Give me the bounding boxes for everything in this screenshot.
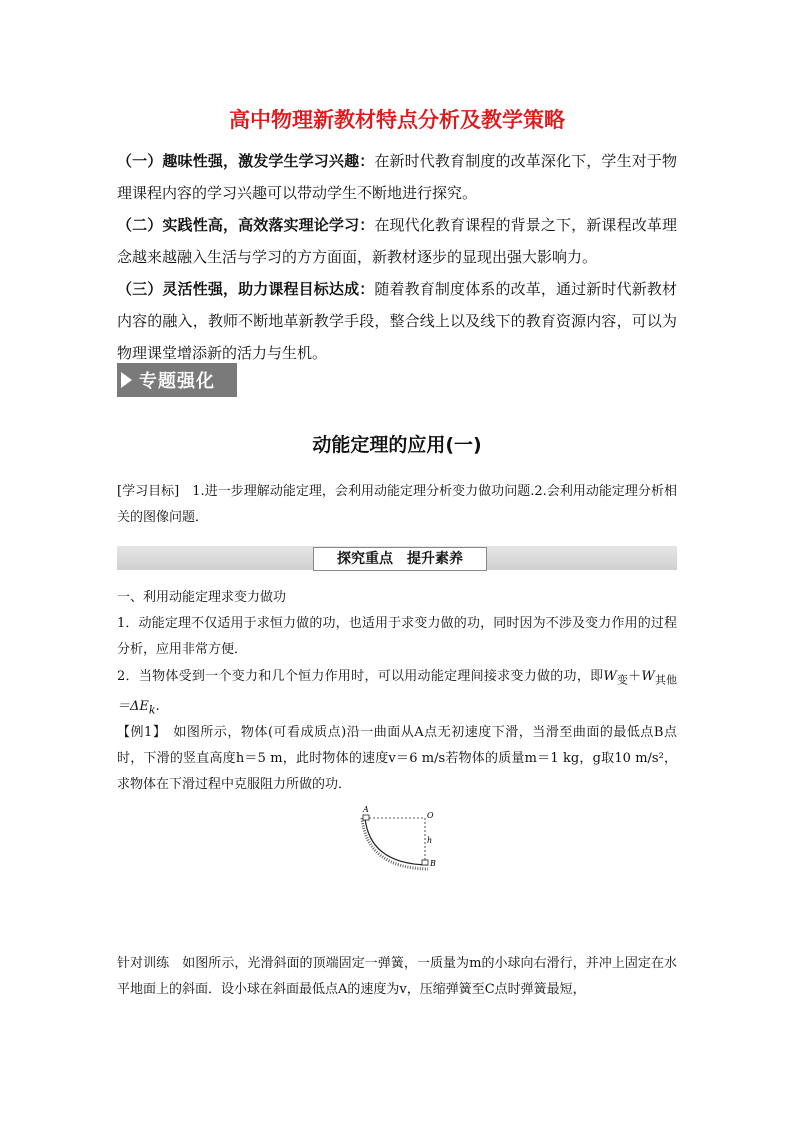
energy-change: ＝ΔE: [117, 698, 149, 714]
work-symbol: W: [603, 669, 617, 684]
label-A: A: [363, 805, 369, 814]
label-B: B: [430, 859, 436, 868]
paragraph-heading: （一）趣味性强，激发学生学习兴趣：: [117, 152, 375, 170]
banner-label: 专题强化: [139, 371, 215, 392]
energy-subscript: k: [148, 703, 156, 717]
work-symbol: W: [641, 669, 655, 684]
paragraph-text: 在现代化教育课程的背景之下，新课程改革理念越来越融入生活与学习的方方面面，新教材逐步的显现出强大影响力。: [117, 216, 677, 266]
plus-sign: ＋: [628, 669, 642, 684]
work-subscript: 其他: [654, 673, 677, 687]
paragraph-heading: （三）灵活性强，助力课程目标达成：: [117, 280, 375, 298]
paragraph-text: 在新时代教育制度的改革深化下，学生对于物理课程内容的学习兴趣可以带动学生不断地进行探究。: [117, 152, 677, 202]
paragraph-heading: （二）实践性高，高效落实理论学习：: [117, 216, 375, 234]
paragraph-interest: [117, 145, 677, 209]
learning-goals: [学习目标] 1.进一步理解动能定理，会利用动能定理分析变力做功问题.2.会利用动能定理分析相关的图像问题．: [117, 484, 677, 525]
list-item: [117, 664, 677, 723]
paragraph-text: 随着教育制度体系的改革，通过新时代新教材内容的融入，教师不断地革新教学手段，整合线上以及线下的教育资源内容，可以为物理课堂增添新的活力与生机。: [117, 280, 677, 362]
curved-surface-figure: [345, 802, 445, 882]
block-at-A: [363, 815, 369, 820]
lesson-title: 动能定理的应用(一): [312, 434, 482, 456]
curve-hatching: [362, 818, 428, 869]
play-arrow-icon: [121, 372, 132, 388]
curve-line: [365, 818, 428, 865]
list-item: 1．动能定理不仅适用于求恒力做的功，也适用于求变力做的功，同时因为不涉及变力作用的过程分析，应用非常方便．: [117, 616, 677, 657]
item-text: 2．当物体受到一个变力和几个恒力作用时，可以用动能定理间接求变力做的功，即: [117, 669, 604, 684]
topic-banner: [117, 363, 237, 397]
example-problem: 【例1】 如图所示，物体(可看成质点)沿一曲面从A点无初速度下滑，当滑至曲面的最低点B点时，下滑的竖直高度h＝5 m，此时物体的速度v＝6 m/s若物体的质量m＝1 kg，g取10 m/s²，求物体在下滑过程中克服阻力所做的功．: [117, 725, 677, 792]
training-problem: 针对训练 如图所示，光滑斜面的顶端固定一弹簧，一质量为m的小球向右滑行，并冲上固定在水平地面上的斜面．设小球在斜面最低点A的速度为v，压缩弹簧至C点时弹簧最短，: [117, 956, 677, 997]
work-subscript: 变: [616, 673, 629, 687]
label-O: O: [427, 811, 434, 820]
paragraph-flexibility: [117, 273, 677, 369]
section-heading: 一、利用动能定理求变力做功: [117, 590, 287, 605]
section-bar: [117, 546, 677, 570]
block-at-B: [422, 860, 428, 865]
page-title: 高中物理新教材特点分析及教学策略: [229, 108, 565, 132]
period: .: [155, 698, 160, 714]
paragraph-practice: [117, 209, 677, 273]
section-bar-label: 探究重点 提升素养: [313, 547, 487, 571]
label-h: h: [427, 836, 433, 845]
